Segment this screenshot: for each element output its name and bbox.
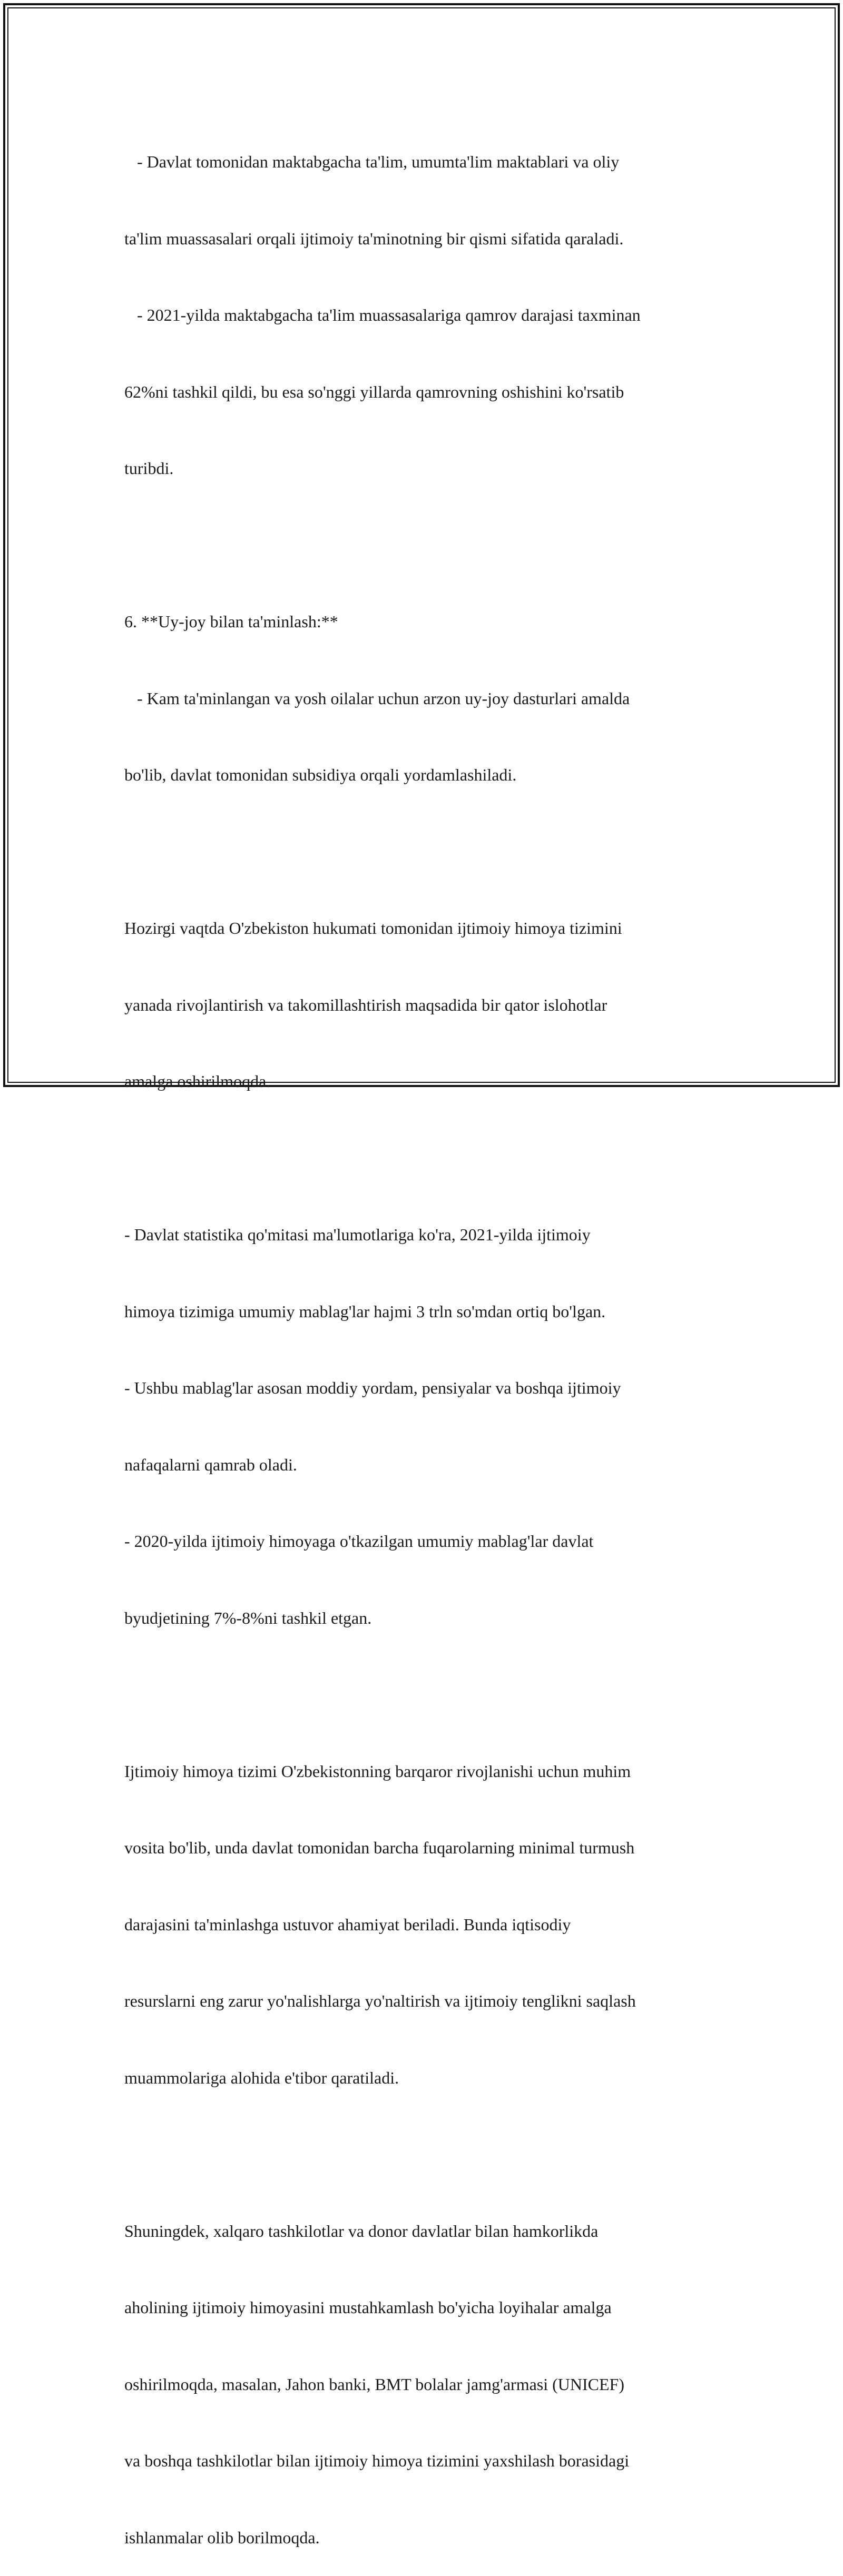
text-line: aholining ijtimoiy himoyasini mustahkamlash bo'yicha loyihalar amalga: [124, 2298, 612, 2317]
blank-line: [124, 2141, 730, 2167]
text-line: byudjetining 7%-8%ni tashkil etgan.: [124, 1608, 372, 1627]
text-line: - Kam ta'minlangan va yosh oilalar uchun arzon uy-joy dasturlari amalda: [124, 688, 630, 708]
blank-line: [124, 839, 730, 865]
text-line: - 2021-yilda maktabgacha ta'lim muassasalariga qamrov darajasi taxminan: [124, 305, 641, 324]
text-line: - Davlat tomonidan maktabgacha ta'lim, umumta'lim maktablari va oliy: [124, 152, 620, 171]
document-body: [124, 98, 730, 2576]
text-line: ta'lim muassasalari orqali ijtimoiy ta'minotning bir qismi sifatida qaraladi.: [124, 229, 624, 248]
text-line: vosita bo'lib, unda davlat tomonidan barcha fuqarolarning minimal turmush: [124, 1838, 635, 1857]
text-line: resurslarni eng zarur yo'nalishlarga yo'naltirish va ijtimoiy tenglikni saqlash: [124, 1991, 636, 2010]
text-line: Shuningdek, xalqaro tashkilotlar va donor davlatlar bilan hamkorlikda: [124, 2221, 599, 2241]
blank-line: [124, 1146, 730, 1171]
text-line: ishlanmalar olib borilmoqda.: [124, 2528, 320, 2547]
text-line: - 2020-yilda ijtimoiy himoyaga o'tkazilgan umumiy mablag'lar davlat: [124, 1532, 594, 1551]
text-line: - Davlat statistika qo'mitasi ma'lumotlariga ko'ra, 2021-yilda ijtimoiy: [124, 1225, 591, 1244]
text-line: yanada rivojlantirish va takomillashtirish maqsadida bir qator islohotlar: [124, 995, 607, 1014]
text-line: amalga oshirilmoqda.: [124, 1072, 271, 1091]
text-line: nafaqalarni qamrab oladi.: [124, 1455, 297, 1474]
text-line: - Ushbu mablag'lar asosan moddiy yordam, pensiyalar va boshqa ijtimoiy: [124, 1378, 621, 1397]
text-line: darajasini ta'minlashga ustuvor ahamiyat beriladi. Bunda iqtisodiy: [124, 1914, 571, 1934]
section-heading: 6. **Uy-joy bilan ta'minlash:**: [124, 612, 338, 631]
text-line: bo'lib, davlat tomonidan subsidiya orqali yordamlashiladi.: [124, 765, 517, 784]
text-line: turibdi.: [124, 459, 174, 478]
blank-line: [124, 1682, 730, 1708]
text-line: Hozirgi vaqtda O'zbekiston hukumati tomonidan ijtimoiy himoya tizimini: [124, 919, 622, 937]
text-line: Ijtimoiy himoya tizimi O'zbekistonning barqaror rivojlanishi uchun muhim: [124, 1761, 631, 1781]
blank-line: [124, 532, 730, 558]
text-line: himoya tizimiga umumiy mablag'lar hajmi 3 trln so'mdan ortiq bo'lgan.: [124, 1301, 606, 1321]
text-line: 62%ni tashkil qildi, bu esa so'nggi yillarda qamrovning oshishini ko'rsatib: [124, 382, 624, 401]
text-line: muammolariga alohida e'tibor qaratiladi.: [124, 2068, 399, 2087]
text-line: oshirilmoqda, masalan, Jahon banki, BMT bolalar jamg'armasi (UNICEF): [124, 2374, 624, 2394]
text-line: va boshqa tashkilotlar bilan ijtimoiy himoya tizimini yaxshilash borasidagi: [124, 2451, 630, 2470]
